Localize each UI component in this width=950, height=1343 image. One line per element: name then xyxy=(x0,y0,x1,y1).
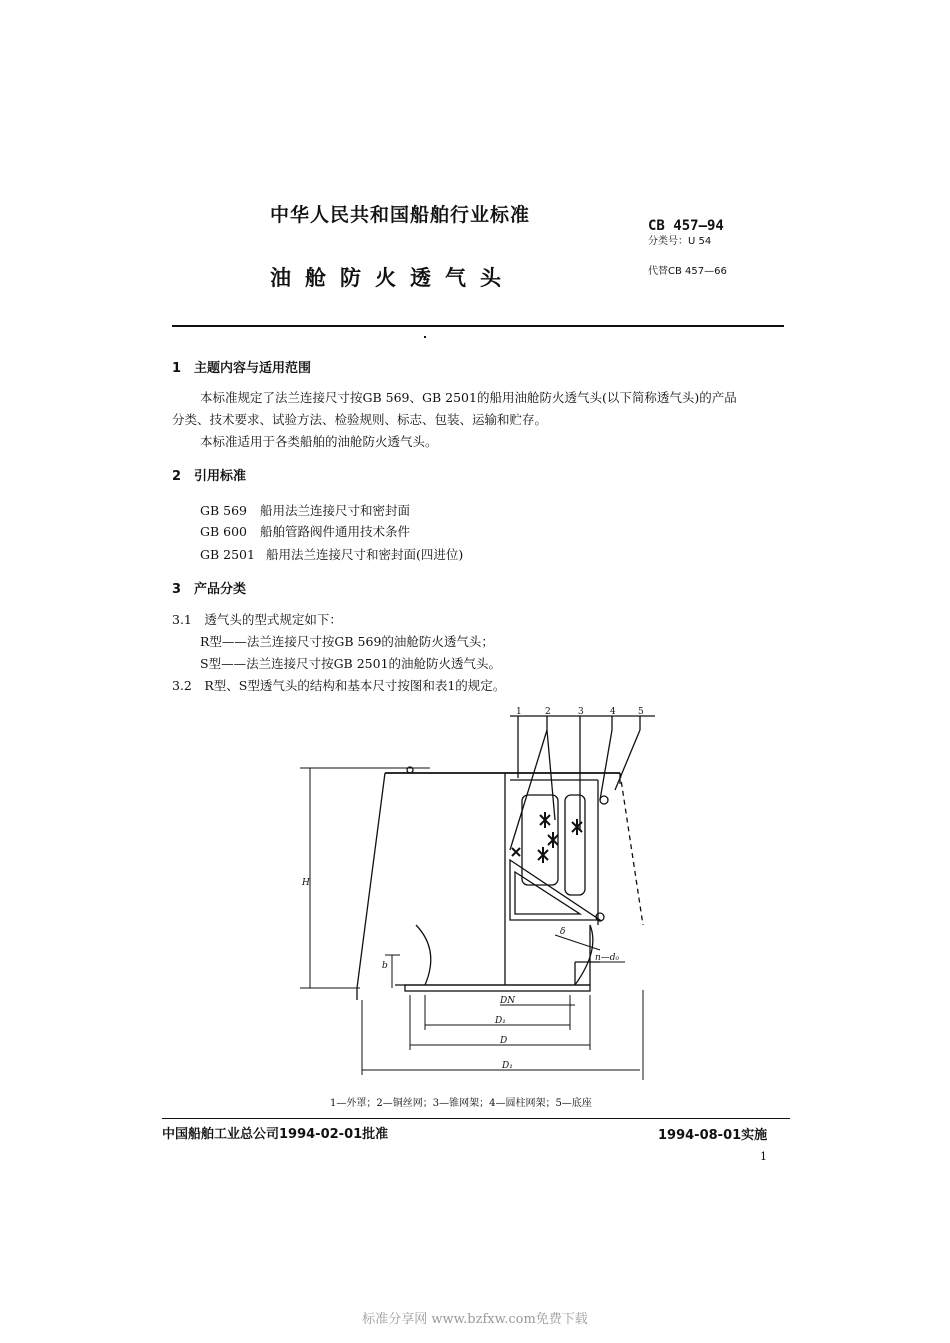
reference-title: 船舶管路阀件通用技术条件 xyxy=(260,524,411,539)
callout-3: 3 xyxy=(578,707,584,717)
dim-label-d1-inner: D₁ xyxy=(495,1016,506,1026)
callout-1: 1 xyxy=(516,707,522,717)
standard-number: CB 457—94 xyxy=(648,218,724,234)
reference-code: GB 569 xyxy=(200,503,248,518)
figure-caption: 1—外罩；2—铜丝网；3—锥网架；4—圆柱网架；5—底座 xyxy=(330,1098,592,1109)
clause-3-1-type-r: R型——法兰连接尺寸按GB 569的油舱防火透气头； xyxy=(200,634,494,649)
dim-label-d: D xyxy=(500,1036,508,1046)
section-1-paragraph-2: 本标准适用于各类船舶的油舱防火透气头。 xyxy=(200,434,438,449)
reference-title: 船用法兰连接尺寸和密封面(四进位) xyxy=(266,547,464,562)
approval-text: 中国船舶工业总公司1994-02-01批准 xyxy=(162,1127,389,1142)
section-2-heading: 2 引用标准 xyxy=(172,469,247,484)
document-subtitle: 油舱防火透气头 xyxy=(270,266,515,290)
clause-3-1-type-s: S型——法兰连接尺寸按GB 2501的油舱防火透气头。 xyxy=(200,656,502,671)
replaces-standard: 代替CB 457—66 xyxy=(648,266,727,277)
reference-title: 船用法兰连接尺寸和密封面 xyxy=(260,503,411,518)
classification-number: 分类号：U 54 xyxy=(648,236,712,247)
effective-date: 1994-08-01实施 xyxy=(658,1128,768,1143)
section-1-paragraph-1-line-1: 本标准规定了法兰连接尺寸按GB 569、GB 2501的船用油舱防火透气头(以下简称透气头)的产品 xyxy=(200,390,737,405)
dim-label-d1-outer: D₁ xyxy=(502,1061,513,1071)
dim-label-b: b xyxy=(382,961,388,971)
callout-2: 2 xyxy=(545,707,551,717)
page-number: 1 xyxy=(760,1150,767,1163)
watermark: 标准分享网 www.bzfxw.com免费下载 xyxy=(362,1312,588,1327)
document-title: 中华人民共和国船舶行业标准 xyxy=(270,204,531,226)
dim-label-delta: δ xyxy=(560,927,566,937)
dimension-lines xyxy=(300,768,643,1080)
section-1-heading: 1 主题内容与适用范围 xyxy=(172,361,312,376)
clause-3-2: 3.2 R型、S型透气头的结构和基本尺寸按图和表1的规定。 xyxy=(172,678,506,693)
section-1-paragraph-1-line-2: 分类、技术要求、试验方法、检验规则、标志、包装、运输和贮存。 xyxy=(172,412,548,427)
clause-3-1: 3.1 透气头的型式规定如下： xyxy=(172,612,342,627)
dim-label-dn: DN xyxy=(500,996,516,1006)
reference-code: GB 2501 xyxy=(200,547,255,562)
callout-5: 5 xyxy=(638,707,644,717)
section-3-heading: 3 产品分类 xyxy=(172,582,247,597)
reference-code: GB 600 xyxy=(200,524,248,539)
dim-label-h: H xyxy=(302,878,310,888)
callout-4: 4 xyxy=(610,707,616,717)
inner-body xyxy=(505,773,608,985)
base-flange xyxy=(395,925,600,991)
dim-label-n-d0: n—d₀ xyxy=(595,953,620,963)
footer-rule xyxy=(162,1118,790,1119)
